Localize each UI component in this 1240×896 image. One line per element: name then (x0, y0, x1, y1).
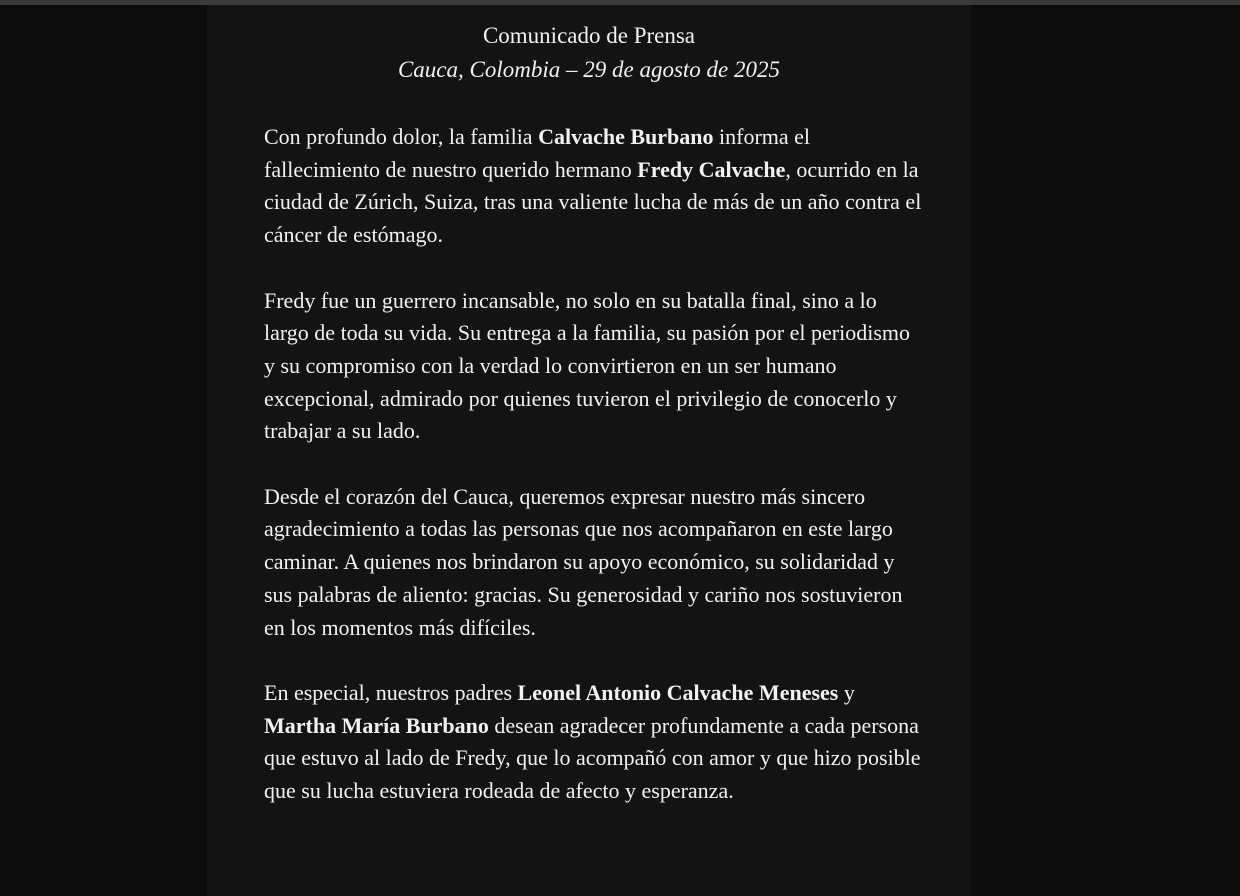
paragraph-text: , ocurrido en la ciudad de Zúrich, Suiza, tras una valiente lucha de más de un año contra el cáncer de estómago. (264, 156, 922, 248)
paragraph-text: y (838, 679, 855, 705)
paragraph-announcement (264, 121, 924, 252)
paragraph-tribute: Fredy fue un guerrero incansable, no solo en su batalla final, sino a lo largo de toda su vida. Su entrega a la familia, su pasión por el periodismo y su compromiso con la verdad lo convirtieron en un ser humano excepcional, admirado por quienes tuvieron el privilegio de conocerlo y trabajar a su lado. (264, 287, 910, 444)
paragraph-text: Con profundo dolor, la familia (264, 124, 539, 149)
paragraph-text: desean agradecer profundamente a cada persona que estuvo al lado de Fredy, que lo acompañó con amor y que hizo posible que su lucha estuviera rodeada de afecto y esperanza. (264, 712, 921, 804)
document-dateline: Cauca, Colombia – 29 de agosto de 2025 (397, 57, 781, 82)
press-release-header (264, 19, 914, 87)
document-title: Comunicado de Prensa (482, 23, 696, 48)
family-name: Calvache Burbano (538, 124, 714, 149)
paragraph-text: informa el fallecimiento de nuestro querido hermano (264, 124, 811, 182)
paragraph-text: En especial, nuestros padres (264, 679, 518, 705)
father-name: Leonel Antonio Calvache Meneses (517, 679, 839, 705)
paragraph-gratitude: Desde el corazón del Cauca, queremos expresar nuestro más sincero agradecimiento a todas las personas que nos acompañaron en este largo caminar. A quienes nos brindaron su apoyo económico, su solidaridad y sus palabras de aliento: gracias. Su generosidad y cariño nos sostuvieron en los momentos más difíciles. (264, 483, 903, 640)
mother-name: Martha María Burbano (264, 712, 489, 738)
paragraph-parents (264, 677, 924, 808)
deceased-name: Fredy Calvache (637, 156, 786, 182)
press-release-page (207, 5, 971, 896)
document-body (264, 121, 924, 808)
